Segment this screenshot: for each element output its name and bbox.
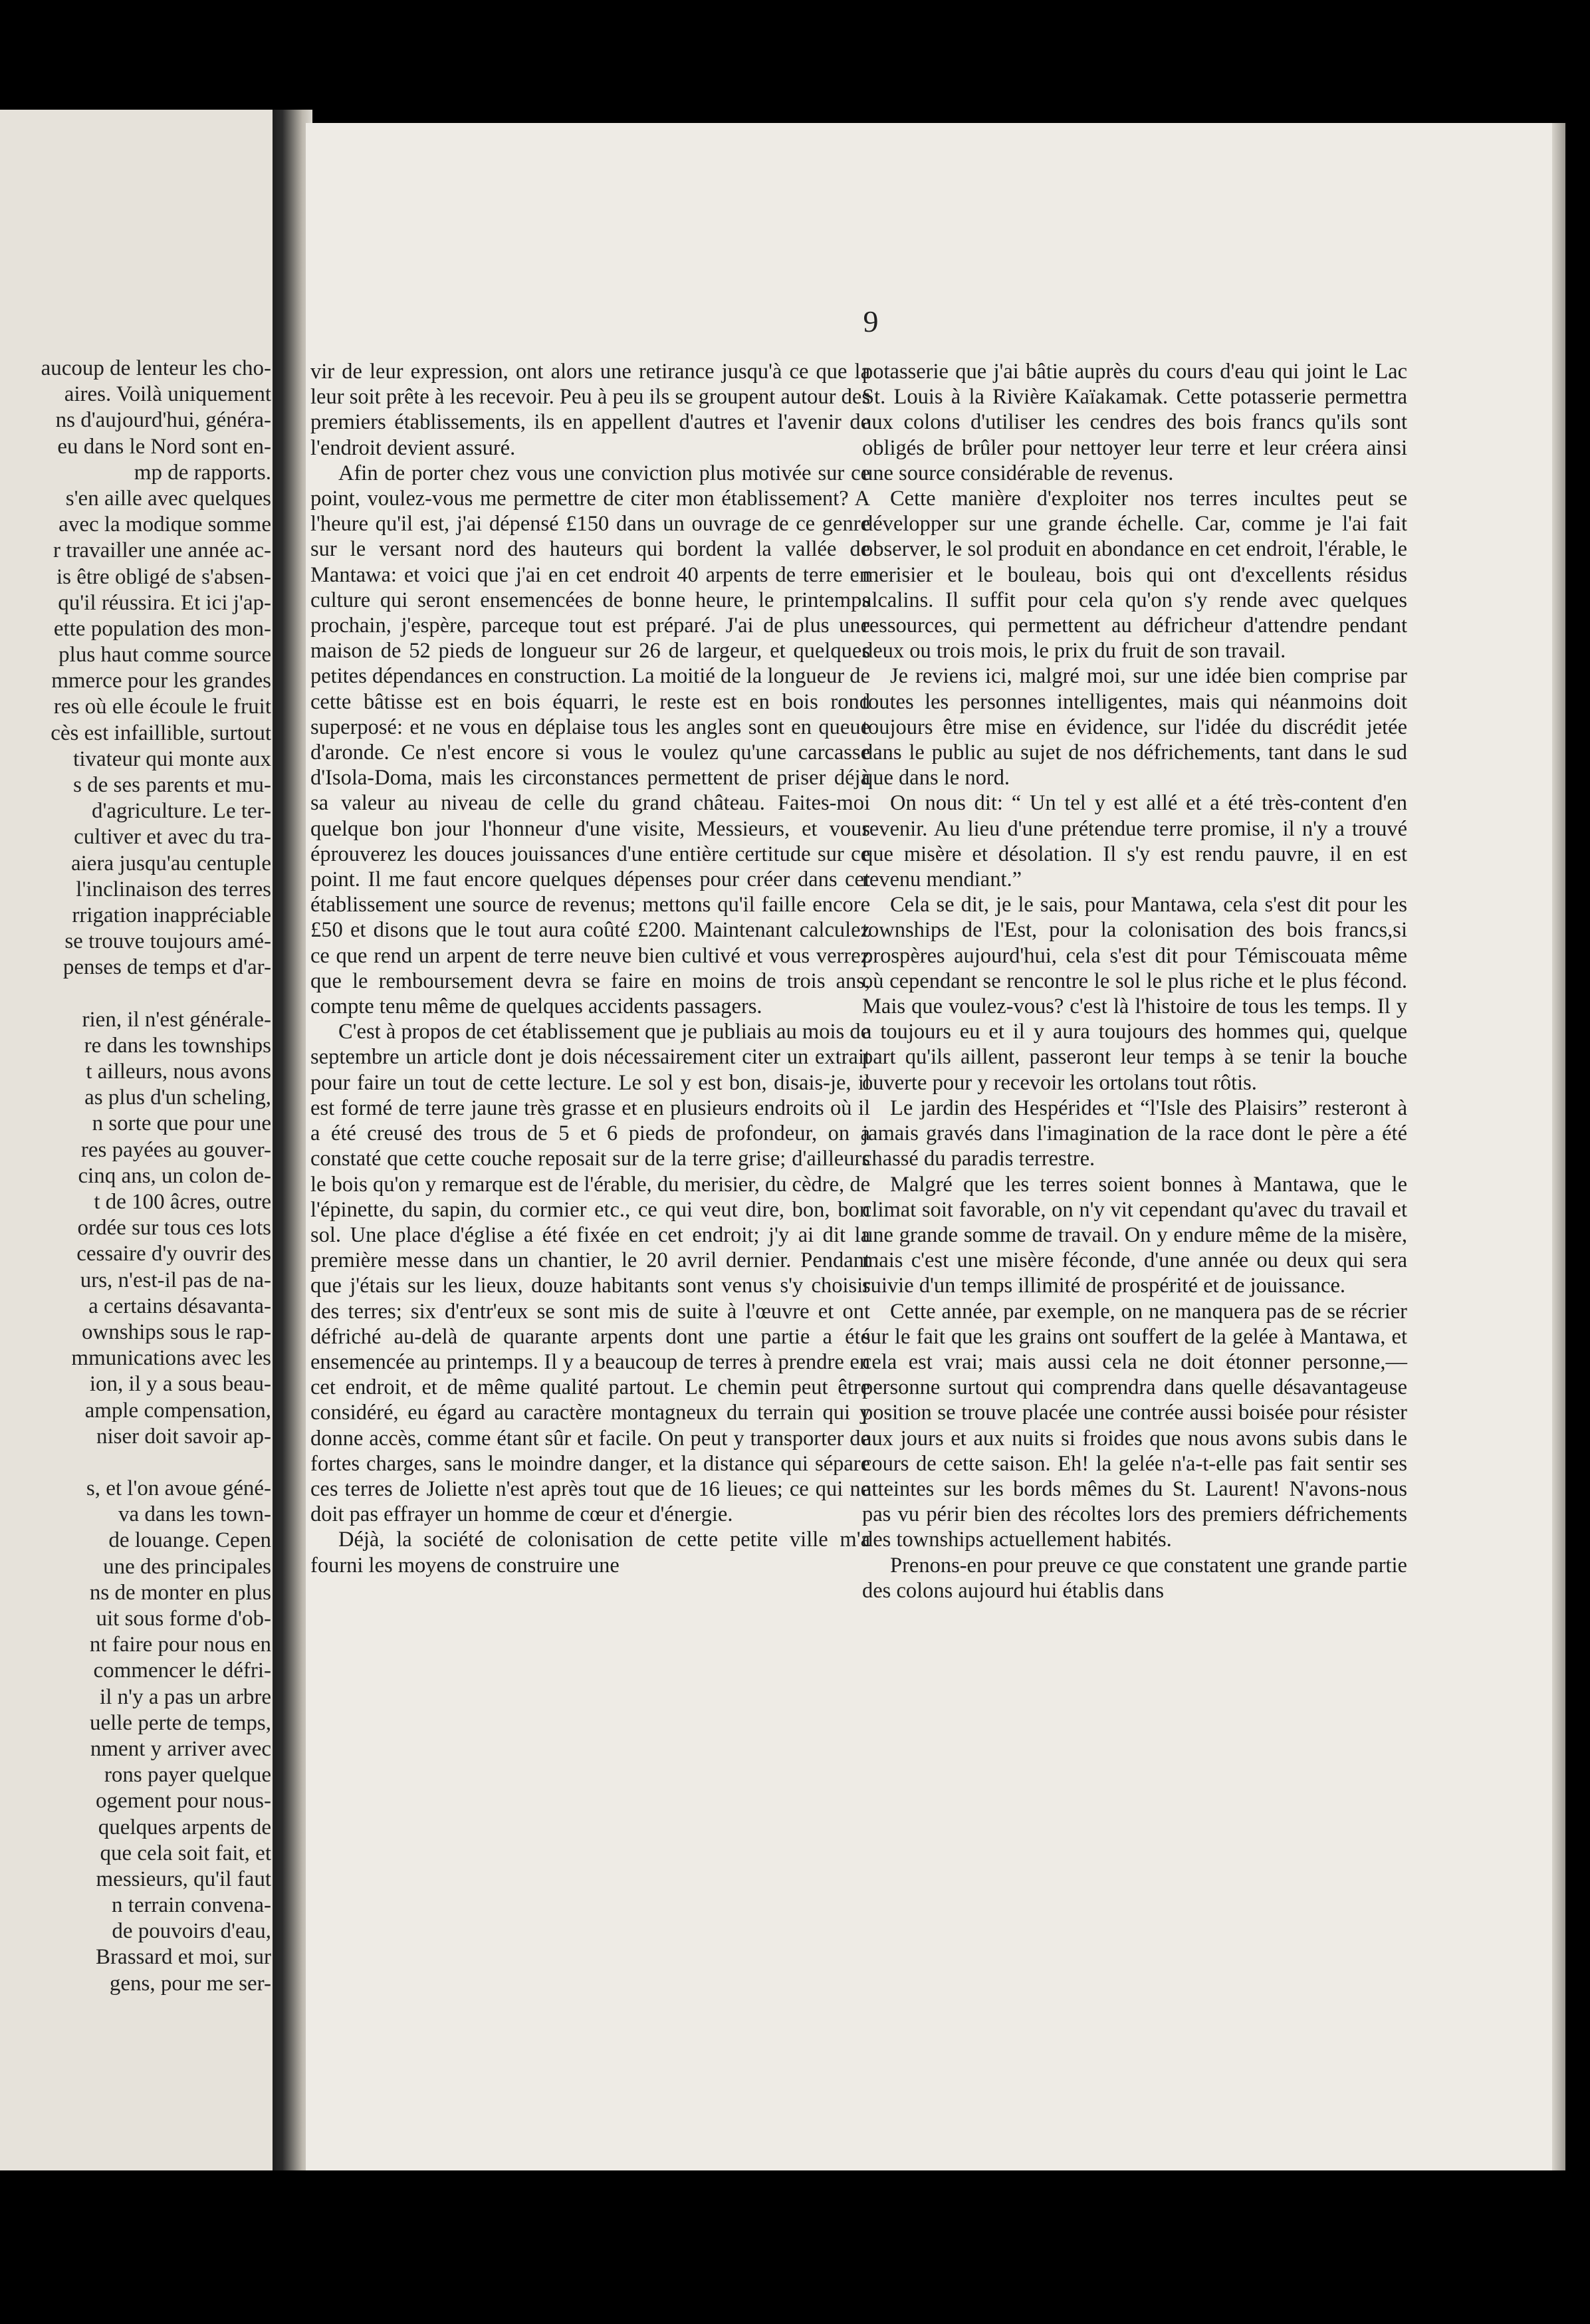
left-page-line: une des principales [103, 1554, 271, 1579]
left-page-line: ns d'aujourd'hui, généra- [55, 408, 271, 433]
left-page-line [0, 981, 271, 1007]
paragraph: Le jardin des Hespérides et “l'Isle des Plaisirs” resteront à jamais gravés dans l'imagination de la race dont le père a été chassé du paradis terrestre. [862, 1096, 1407, 1171]
paragraph: Déjà, la société de colonisation de cette petite ville m'a fourni les moyens de construire une [310, 1528, 870, 1577]
left-page-line: Brassard et moi, sur [96, 1945, 271, 1970]
left-page-line: qu'il réussira. Et ici j'ap- [58, 590, 271, 615]
left-page-line: is être obligé de s'absen- [56, 564, 271, 589]
paragraph: Prenons-en pour preuve ce que constatent une grande partie des colons aujourd hui établis dans [862, 1553, 1407, 1603]
left-page-line: ordée sur tous ces lots [77, 1216, 271, 1240]
paragraph: Malgré que les terres soient bonnes à Mantawa, que le climat soit favorable, on n'y vit cependant qu'avec du travail et une grande somme de travail. On y endure même de la misère, mais c'est une misère féconde, d'une année ou deux qui sera suivie d'un temps illimité de prospérité et de jouissance. [862, 1172, 1407, 1298]
left-page-line: quelques arpents de [98, 1815, 271, 1839]
left-page-line: nt faire pour nous en [89, 1633, 271, 1657]
paragraph: C'est à propos de cet établissement que je publiais au mois de septembre un article dont je dois nécessairement citer un extrait pour faire un tout de cette lecture. Le sol y est bon, disais-je, il est formé de terre jaune très grasse et en plusieurs endroits où il a été creusé des trous de 5 et 6 pieds de profondeur, on a constaté que cette couche reposait sur de la terre grise; d'ailleurs le bois qu'on y remarque est de l'érable, du merisier, du cèdre, de l'épinette, du sapin, du cormier etc., ce qui veut dire, bon, bon sol. Une place d'église a été fixée en cet endroit; j'y ai dit la première messe dans un chantier, le 20 avril dernier. Pendant que j'étais sur les lieux, douze habitants sont venus s'y choisir des terres; six d'entr'eux se sont mis de suite à l'œuvre et ont défriché au-delà de quarante arpents dont une partie a été ensemencée au printemps. Il y a beaucoup de terres à prendre en cet endroit, et de même qualité partout. Le chemin peut être considéré, eu égard au caractère montagneux du terrain qui y donne accès, comme étant sûr et facile. On peut y transporter de fortes charges, sans le moindre danger, et la distance qui sépare ces terres de Joliette n'est après tout que de 16 lieues; ce qui ne doit pas effrayer un homme de cœur et d'énergie. [310, 1020, 870, 1527]
left-facing-page [0, 110, 273, 2177]
paragraph: Cela se dit, je le sais, pour Mantawa, cela s'est dit pour les townships de l'Est, pour la colonisation des bois francs,si prospères aujourd'hui, cela s'est dit pour Témiscouata même où cependant se rencontre le sol le plus riche et le plus fécond. Mais que voulez-vous? c'est là l'histoire de tous les temps. Il y a toujours eu et il y aura toujours des hommes qui, quelque part qu'ils aillent, passeront leur temps à se tenir la bouche ouverte pour y recevoir les ortolans tout rôtis. [862, 893, 1407, 1095]
left-page-line: ns de monter en plus [89, 1580, 271, 1605]
left-page-line: uelle perte de temps, [89, 1710, 271, 1735]
left-page-line: a certains désavanta- [88, 1294, 271, 1318]
left-page-line: commencer le défri- [93, 1659, 271, 1683]
left-page-line: va dans les town- [118, 1502, 271, 1527]
left-page-line: eu dans le Nord sont en- [57, 434, 271, 459]
left-page-line: mmerce pour les grandes [51, 669, 271, 693]
left-page-line: niser doit savoir ap- [96, 1424, 271, 1449]
text-column-left [310, 359, 870, 1578]
left-page-line: t ailleurs, nous avons [86, 1060, 271, 1084]
paragraph: vir de leur expression, ont alors une retirance jusqu'à ce que la leur soit prête à les recevoir. Peu à peu ils se groupent autour des premiers établissements, ils en appellent d'autres et l'avenir de l'endroit devient assuré. [310, 360, 870, 460]
left-page-line: tivateur qui monte aux [73, 747, 271, 771]
left-page-line: avec la modique somme [58, 513, 271, 537]
left-page-line: nment y arriver avec [90, 1736, 271, 1761]
left-page-line: gens, pour me ser- [109, 1971, 271, 1996]
text-column-right [862, 359, 1407, 1603]
left-page-line: rons payer quelque [104, 1763, 271, 1788]
left-page-line: uit sous forme d'ob- [96, 1607, 271, 1631]
paragraph: Afin de porter chez vous une conviction plus motivée sur ce point, voulez-vous me permettre de citer mon établissement? A l'heure qu'il est, j'ai dépensé £150 dans un ouvrage de ce genre sur le versant nord des hauteurs qui bordent la vallée de Mantawa: et voici que j'ai en cet endroit 40 arpents de terre en culture qui seront ensemencées de bonne heure, le printemps prochain, j'espère, parceque tout est préparé. J'ai de plus une maison de 52 pieds de longueur sur 26 de largeur, et quelques petites dépendances en construction. La moitié de la longueur de cette bâtisse est en bois équarri, le reste est en bois rond superposé: et ne vous en déplaise tous les angles sont en queue d'aronde. Ce n'est encore si vous le voulez qu'une carcasse d'Isola-Doma, mais les circonstances permettent de priser déjà sa valeur au niveau de celle du grand château. Faites-moi quelque bon jour l'honneur d'une visite, Messieurs, et vous éprouverez les douces jouissances d'une entière certitude sur ce point. Il me faut encore quelques dépenses pour créer dans cet établissement une source de revenus; mettons qu'il faille encore £50 et disons que le tout aura coûté £200. Maintenant calculez ce que rend un arpent de terre neuve bien cultivé et vous verrez que le remboursement devra se faire en moins de trois ans, compte tenu même de quelques accidents passagers. [310, 461, 870, 1019]
left-page-line: cès est infaillible, surtout [51, 721, 271, 745]
left-page-line: n terrain convena- [111, 1893, 271, 1918]
left-page-line: t de 100 âcres, outre [94, 1190, 271, 1214]
left-page-line: d'agriculture. Le ter- [91, 799, 271, 824]
left-page-line: s'en aille avec quelques [65, 486, 271, 511]
paragraph: Cette manière d'exploiter nos terres incultes peut se développer sur une grande échelle. Car, comme je l'ai fait observer, le sol produit en abondance en cet endroit, l'érable, le merisier et le bouleau, bois qui ont d'excellents résidus alcalins. Il suffit pour cela qu'on s'y rende avec quelques ressources, qui permettent au défricheur d'attendre pendant deux ou trois mois, le prix du fruit de son travail. [862, 487, 1407, 663]
left-page-line: aires. Voilà uniquement [64, 382, 271, 407]
left-page-line [0, 1450, 271, 1476]
left-page-text-column [0, 356, 271, 1997]
left-page-line: urs, n'est-il pas de na- [80, 1268, 271, 1292]
left-page-line: plus haut comme source [58, 643, 271, 667]
left-page-line: re dans les townships [84, 1033, 271, 1058]
right-page [306, 123, 1555, 2170]
left-page-line: l'inclinaison des terres [76, 877, 271, 901]
left-page-line: ogement pour nous- [96, 1789, 271, 1813]
left-page-line: se trouve toujours amé- [64, 929, 271, 954]
left-page-line: de louange. Cepen [108, 1528, 271, 1553]
left-page-line: n sorte que pour une [92, 1111, 271, 1136]
left-page-line: ownships sous le rap- [81, 1320, 271, 1344]
paragraph: Je reviens ici, malgré moi, sur une idée bien comprise par toutes les personnes intelligentes, mais qui néanmoins doit toujours être mise en évidence, sur l'idée du discrédit jetée dans le public au sujet de nos défrichements, tant dans le sud que dans le nord. [862, 664, 1407, 790]
left-page-line: ample compensation, [84, 1398, 271, 1423]
left-page-line: s, et l'on avoue géné- [86, 1476, 271, 1501]
paragraph: potasserie que j'ai bâtie auprès du cours d'eau qui joint le Lac St. Louis à la Rivière Kaïakamak. Cette potasserie permettra aux colons d'utiliser les cendres des bois francs qu'ils sont obligés de brûler pour nettoyer leur terre et leur créera ainsi une source considérable de revenus. [862, 360, 1407, 485]
paragraph: On nous dit: “ Un tel y est allé et a été très-content d'en revenir. Au lieu d'une prétendue terre promise, il n'y a trouvé que misère et désolation. Il s'y est rendu pauvre, il en est revenu mendiant.” [862, 791, 1407, 892]
left-page-line: penses de temps et d'ar- [62, 955, 271, 980]
left-page-line: res où elle écoule le fruit [53, 695, 271, 719]
left-page-line: ette population des mon- [53, 616, 271, 641]
page-edge-shadow [1552, 123, 1565, 2170]
paragraph: Cette année, par exemple, on ne manquera pas de se récrier sur le fait que les grains ont souffert de la gelée à Mantawa, et cela est vrai; mais aussi cela ne doit étonner personne,—personne surtout qui comprendra dans quelle désavantageuse position se trouve placée une contrée aussi boisée pour résister aux jours et aux nuits si froides que nous avons subis dans le cours de cette saison. Eh! la gelée n'a-t-elle pas fait sentir ses atteintes sur les bords mêmes du St. Laurent! N'avons-nous pas vu périr bien des récoltes lors des premiers défrichements des townships actuellement habités. [862, 1299, 1407, 1552]
left-page-line: mp de rapports. [134, 460, 271, 485]
left-page-line: cultiver et avec du tra- [74, 825, 271, 850]
left-page-line: rien, il n'est générale- [82, 1007, 271, 1032]
scan-border [0, 2170, 1590, 2324]
left-page-line: mmunications avec les [71, 1346, 271, 1371]
left-page-line: aucoup de lenteur les cho- [41, 356, 271, 380]
left-page-line: as plus d'un scheling, [84, 1086, 271, 1110]
left-page-line: messieurs, qu'il faut [96, 1867, 271, 1891]
left-page-line: ion, il y a sous beau- [89, 1372, 271, 1397]
page-number: 9 [863, 304, 879, 338]
left-page-line: cessaire d'y ouvrir des [76, 1242, 271, 1266]
left-page-line: rrigation inappréciable [72, 903, 271, 927]
left-page-line: de pouvoirs d'eau, [112, 1919, 271, 1944]
left-page-line: que cela soit fait, et [100, 1841, 271, 1865]
left-page-line: cinq ans, un colon de- [78, 1163, 271, 1188]
left-page-line: res payées au gouver- [80, 1137, 271, 1162]
left-page-line: aiera jusqu'au centuple [71, 851, 271, 875]
left-page-line: r travailler une année ac- [53, 538, 271, 563]
left-page-line: il n'y a pas un arbre [100, 1685, 271, 1709]
left-page-line: s de ses parents et mu- [73, 773, 271, 797]
